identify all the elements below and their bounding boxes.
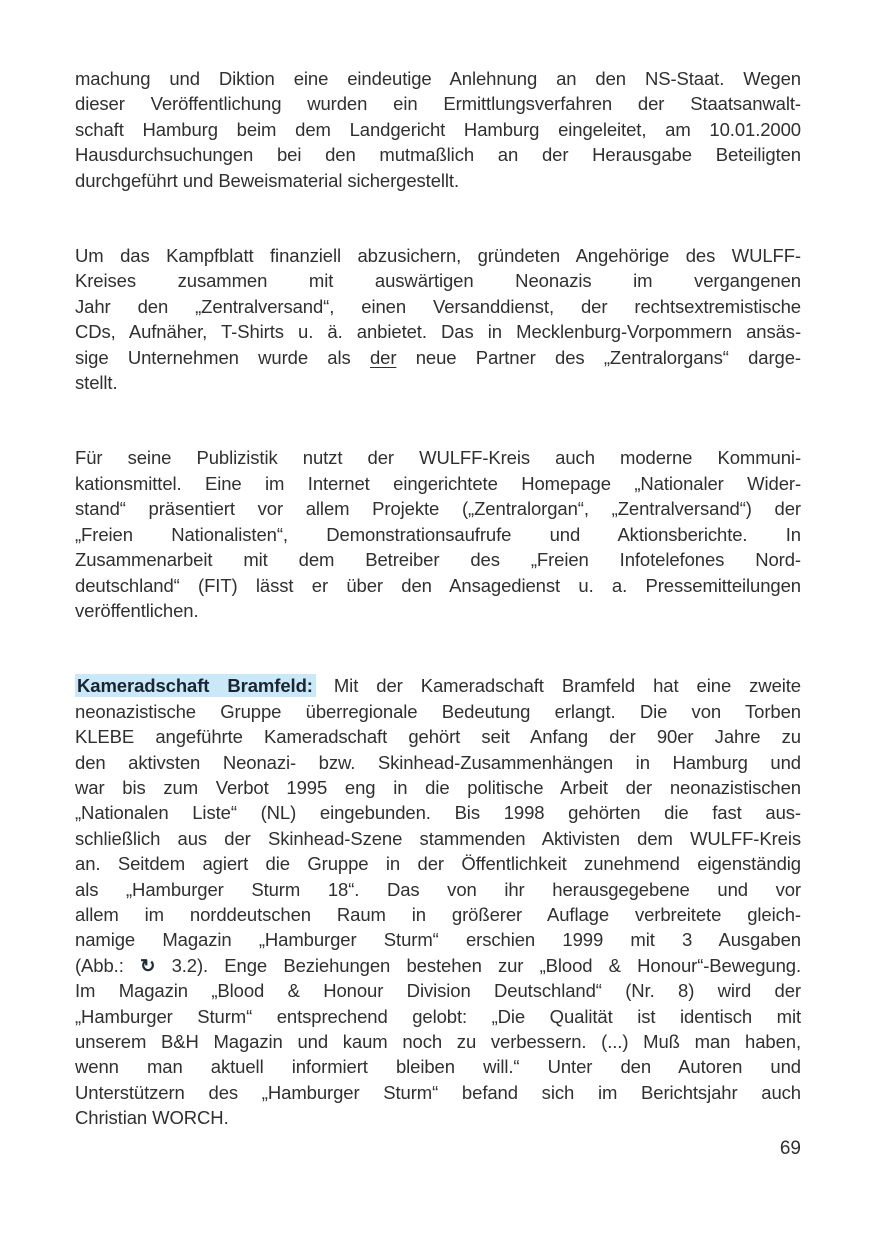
text-segment: stand“ präsentiert vor allem Projekte („Zentralorgan“, „Zentralversand“) der bbox=[75, 498, 801, 520]
text-line bbox=[75, 1004, 801, 1029]
text-line bbox=[75, 953, 801, 978]
paragraph bbox=[75, 445, 801, 623]
text-line bbox=[75, 496, 801, 521]
text-segment: den aktivsten Neonazi- bzw. Skinhead-Zusammenhängen in Hamburg und bbox=[75, 751, 801, 773]
text-line bbox=[75, 168, 801, 193]
text-line bbox=[75, 345, 801, 370]
text-line bbox=[75, 699, 801, 724]
paragraph bbox=[75, 243, 801, 395]
text-line bbox=[75, 268, 801, 293]
document-body bbox=[75, 66, 801, 1131]
text-line bbox=[75, 319, 801, 344]
text-line bbox=[75, 902, 801, 927]
text-segment: KLEBE angeführte Kameradschaft gehört seit Anfang der 90er Jahre zu bbox=[75, 726, 801, 748]
text-line bbox=[75, 750, 801, 775]
text-line bbox=[75, 1105, 801, 1130]
text-segment: neue Partner des „Zentralorgans“ darge- bbox=[396, 346, 801, 368]
text-line bbox=[75, 724, 801, 749]
text-line bbox=[75, 978, 801, 1003]
text-segment: (Abb.: bbox=[75, 954, 140, 976]
text-segment: schließlich aus der Skinhead-Szene stammenden Aktivisten dem WULFF-Kreis bbox=[75, 827, 801, 849]
text-line bbox=[75, 927, 801, 952]
text-line bbox=[75, 522, 801, 547]
text-line bbox=[75, 66, 801, 91]
text-line bbox=[75, 243, 801, 268]
text-segment: allem im norddeutschen Raum in größerer Auflage verbreitete gleich- bbox=[75, 903, 801, 925]
text-segment: Um das Kampfblatt finanziell abzusichern, gründeten Angehörige des WULFF- bbox=[75, 245, 801, 267]
text-segment: dieser Veröffentlichung wurden ein Ermittlungsverfahren der Staatsanwalt- bbox=[75, 93, 801, 115]
text-line bbox=[75, 370, 801, 395]
text-line bbox=[75, 573, 801, 598]
text-segment: deutschland“ (FIT) lässt er über den Ansagedienst u. a. Pressemitteilungen bbox=[75, 574, 801, 596]
text-line bbox=[75, 800, 801, 825]
text-line bbox=[75, 445, 801, 470]
text-line bbox=[75, 91, 801, 116]
text-line bbox=[75, 1054, 801, 1079]
text-line bbox=[75, 117, 801, 142]
underlined-text: der bbox=[369, 346, 397, 368]
text-segment: wenn man aktuell informiert bleiben will.“ Unter den Autoren und bbox=[75, 1056, 801, 1078]
text-line bbox=[75, 673, 801, 698]
text-segment: Jahr den „Zentralversand“, einen Versanddienst, der rechtsextremistische bbox=[75, 295, 801, 317]
text-segment: Zusammenarbeit mit dem Betreiber des „Freien Infotelefones Nord- bbox=[75, 549, 801, 571]
page-number: 69 bbox=[779, 1138, 801, 1159]
text-segment: als „Hamburger Sturm 18“. Das von ihr herausgegebene und vor bbox=[75, 878, 801, 900]
clockwise-arrow-icon: ↻ bbox=[139, 954, 156, 976]
text-segment: Im Magazin „Blood & Honour Division Deutschland“ (Nr. 8) wird der bbox=[75, 980, 801, 1002]
text-segment: Mit der Kameradschaft Bramfeld hat eine zweite bbox=[315, 675, 801, 697]
text-segment: machung und Diktion eine eindeutige Anlehnung an den NS-Staat. Wegen bbox=[75, 68, 801, 89]
text-line bbox=[75, 877, 801, 902]
text-segment: schaft Hamburg beim dem Landgericht Hamburg eingeleitet, am 10.01.2000 bbox=[75, 118, 801, 140]
text-segment: „Freien Nationalisten“, Demonstrationsaufrufe und Aktionsberichte. In bbox=[75, 523, 801, 545]
text-line bbox=[75, 1080, 801, 1105]
text-line bbox=[75, 294, 801, 319]
text-segment: Kreises zusammen mit auswärtigen Neonazis im vergangenen bbox=[75, 270, 801, 292]
text-segment: „Hamburger Sturm“ entsprechend gelobt: „Die Qualität ist identisch mit bbox=[75, 1005, 801, 1027]
text-segment: CDs, Aufnäher, T-Shirts u. ä. anbietet. Das in Mecklenburg-Vorpommern ansäs- bbox=[75, 321, 801, 343]
text-line bbox=[75, 142, 801, 167]
text-segment: Christian WORCH. bbox=[75, 1107, 229, 1129]
text-segment: Hausdurchsuchungen bei den mutmaßlich an der Herausgabe Beteiligten bbox=[75, 144, 801, 166]
highlighted-heading: Kameradschaft Bramfeld: bbox=[75, 674, 316, 697]
text-line bbox=[75, 547, 801, 572]
text-line bbox=[75, 598, 801, 623]
text-segment: stellt. bbox=[75, 372, 118, 394]
text-segment: durchgeführt und Beweismaterial sichergestellt. bbox=[75, 169, 459, 191]
text-segment: 3.2). Enge Beziehungen bestehen zur „Blood & Honour“-Bewegung. bbox=[155, 954, 801, 976]
text-segment: an. Seitdem agiert die Gruppe in der Öffentlichkeit zunehmend eigenständig bbox=[75, 853, 801, 875]
text-segment: kationsmittel. Eine im Internet eingerichtete Homepage „Nationaler Wider- bbox=[75, 472, 801, 494]
text-segment: veröffentlichen. bbox=[75, 599, 199, 621]
text-segment: Unterstützern des „Hamburger Sturm“ befand sich im Berichtsjahr auch bbox=[75, 1081, 801, 1103]
paragraph bbox=[75, 66, 801, 193]
text-line bbox=[75, 471, 801, 496]
text-segment: neonazistische Gruppe überregionale Bedeutung erlangt. Die von Torben bbox=[75, 700, 801, 722]
text-segment: unserem B&H Magazin und kaum noch zu verbessern. (...) Muß man haben, bbox=[75, 1031, 801, 1052]
text-segment: „Nationalen Liste“ (NL) eingebunden. Bis 1998 gehörten die fast aus- bbox=[75, 802, 801, 824]
text-segment: sige Unternehmen wurde als bbox=[75, 346, 370, 368]
text-line bbox=[75, 826, 801, 851]
text-line bbox=[75, 1029, 801, 1054]
text-segment: Für seine Publizistik nutzt der WULFF-Kreis auch moderne Kommuni- bbox=[75, 447, 801, 469]
text-segment: war bis zum Verbot 1995 eng in die politische Arbeit der neonazistischen bbox=[75, 776, 801, 798]
text-line bbox=[75, 775, 801, 800]
text-line bbox=[75, 851, 801, 876]
paragraph bbox=[75, 673, 801, 1130]
text-segment: namige Magazin „Hamburger Sturm“ erschien 1999 mit 3 Ausgaben bbox=[75, 929, 801, 951]
